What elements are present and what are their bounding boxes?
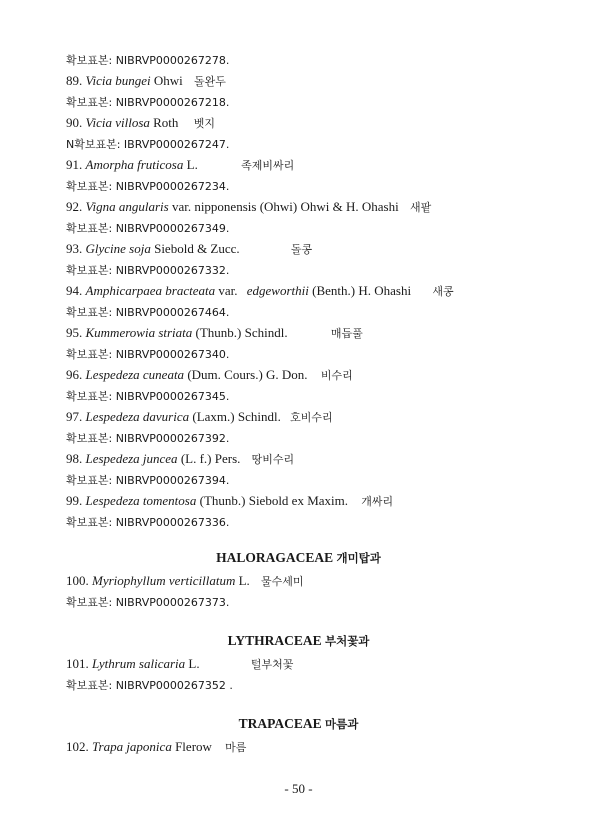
family-korean-name: 개미탑과 — [336, 551, 381, 565]
entry-number: 96. — [66, 367, 83, 382]
korean-name: 매듭풀 — [330, 327, 363, 340]
voucher-line — [66, 677, 233, 694]
species-entry — [66, 157, 294, 174]
voucher-line — [66, 430, 229, 447]
species-name: Lespedeza davurica — [85, 409, 190, 424]
page-number: - 50 - — [284, 781, 313, 796]
korean-name: 돌완두 — [194, 75, 226, 88]
voucher-text: 확보표본: NIBRVP0000267340. — [66, 348, 230, 361]
species-name: Vicia villosa — [85, 115, 150, 130]
species-entry — [66, 451, 294, 468]
species-name: Amorpha fruticosa — [85, 157, 184, 172]
entry-number: 100. — [66, 573, 89, 588]
entry-number: 89. — [66, 73, 83, 88]
species-entry — [66, 241, 312, 258]
species-entry — [66, 493, 393, 510]
species-name: Vigna angularis — [85, 199, 169, 214]
korean-name: 새팥 — [409, 201, 432, 214]
korean-name: 호비수리 — [290, 411, 333, 424]
voucher-line — [66, 594, 229, 611]
species-name: Lythrum salicaria — [92, 656, 186, 671]
voucher-text: 확보표본: NIBRVP0000267349. — [66, 222, 230, 235]
infraspecific-rank: var. — [218, 283, 238, 298]
voucher-text: 확보표본: NIBRVP0000267352 . — [66, 679, 233, 692]
korean-name: 털부처꽃 — [250, 658, 294, 671]
species-name: Lespedeza tomentosa — [85, 493, 197, 508]
species-author: Siebold & Zucc. — [154, 241, 240, 256]
family-name: LYTHRACEAE — [227, 633, 322, 648]
variety-name: edgeworthii — [246, 283, 309, 298]
voucher-line — [66, 514, 229, 531]
voucher-text: 확보표본: NIBRVP0000267345. — [66, 390, 230, 403]
species-author: L. — [186, 157, 198, 172]
voucher-text: 확보표본: NIBRVP0000267394. — [66, 474, 230, 487]
species-author: (Dum. Cours.) G. Don. — [187, 367, 308, 382]
species-author: Roth — [153, 115, 179, 130]
species-name: Amphicarpaea bracteata — [85, 283, 216, 298]
voucher-text: 확보표본: NIBRVP0000267218. — [66, 96, 230, 109]
species-author: L. — [188, 656, 200, 671]
voucher-line — [66, 388, 229, 405]
family-heading — [0, 716, 597, 732]
family-heading — [0, 550, 597, 566]
voucher-line — [66, 304, 229, 321]
family-name: TRAPACEAE — [238, 716, 322, 731]
species-name: Lespedeza cuneata — [85, 367, 185, 382]
entry-number: 93. — [66, 241, 83, 256]
voucher-text: 확보표본: NIBRVP0000267336. — [66, 516, 230, 529]
species-entry — [66, 367, 353, 384]
species-author: (Laxm.) Schindl. — [192, 409, 281, 424]
voucher-text: 확보표본: NIBRVP0000267234. — [66, 180, 230, 193]
korean-name: 족제비싸리 — [241, 159, 295, 172]
korean-name: 돌콩 — [290, 243, 313, 256]
entry-number: 101. — [66, 656, 89, 671]
korean-name: 물수세미 — [261, 575, 304, 588]
entry-number: 94. — [66, 283, 83, 298]
species-name: Kummerowia striata — [85, 325, 193, 340]
family-name: HALORAGACEAE — [216, 550, 334, 565]
korean-name: 벳지 — [193, 117, 215, 130]
species-author: L. — [238, 573, 250, 588]
voucher-line — [66, 346, 229, 363]
entry-number: 99. — [66, 493, 83, 508]
entry-number: 102. — [66, 739, 89, 754]
voucher-text: 확보표본: NIBRVP0000267373. — [66, 596, 230, 609]
korean-name: 마름 — [225, 741, 247, 754]
species-entry — [66, 199, 431, 216]
species-author: (Thunb.) Siebold ex Maxim. — [199, 493, 349, 508]
voucher-line — [66, 94, 229, 111]
species-entry — [66, 115, 215, 132]
entry-number: 90. — [66, 115, 83, 130]
species-entry — [66, 656, 293, 673]
voucher-line — [66, 52, 229, 69]
voucher-line — [66, 472, 229, 489]
species-name: Lespedeza juncea — [85, 451, 178, 466]
entry-number: 95. — [66, 325, 83, 340]
voucher-text: 확보표본: NIBRVP0000267278. — [66, 54, 230, 67]
entry-number: 97. — [66, 409, 83, 424]
infraspecific-rank: var. nipponensis — [171, 199, 257, 214]
species-name: Trapa japonica — [92, 739, 172, 754]
family-korean-name: 부처꽃과 — [324, 634, 370, 648]
voucher-text: 확보표본: NIBRVP0000267464. — [66, 306, 230, 319]
species-entry — [66, 325, 363, 342]
entry-number: 91. — [66, 157, 83, 172]
entry-number: 98. — [66, 451, 83, 466]
species-name: Glycine soja — [85, 241, 151, 256]
korean-name: 개싸리 — [361, 495, 394, 508]
family-korean-name: 마름과 — [325, 717, 359, 731]
species-entry — [66, 739, 246, 756]
species-author: (Ohwi) Ohwi & H. Ohashi — [259, 199, 399, 214]
species-entry — [66, 409, 333, 426]
species-name: Vicia bungei — [85, 73, 151, 88]
species-author: (Benth.) H. Ohashi — [312, 283, 412, 298]
species-entry — [66, 283, 454, 300]
korean-name: 땅비수리 — [251, 453, 295, 466]
voucher-line — [66, 136, 229, 153]
voucher-line — [66, 262, 229, 279]
voucher-line — [66, 220, 229, 237]
family-heading — [0, 633, 597, 649]
species-author: Ohwi — [153, 73, 183, 88]
species-author: (L. f.) Pers. — [180, 451, 241, 466]
voucher-text: 확보표본: NIBRVP0000267332. — [66, 264, 230, 277]
entry-number: 92. — [66, 199, 83, 214]
species-name: Myriophyllum verticillatum — [92, 573, 236, 588]
voucher-text: N확보표본: IBRVP0000267247. — [66, 138, 230, 151]
species-entry — [66, 73, 226, 90]
species-author: Flerow — [175, 739, 212, 754]
voucher-line — [66, 178, 229, 195]
korean-name: 비수리 — [320, 369, 353, 382]
korean-name: 새콩 — [432, 285, 454, 298]
species-entry — [66, 573, 304, 590]
species-author: (Thunb.) Schindl. — [195, 325, 288, 340]
voucher-text: 확보표본: NIBRVP0000267392. — [66, 432, 230, 445]
